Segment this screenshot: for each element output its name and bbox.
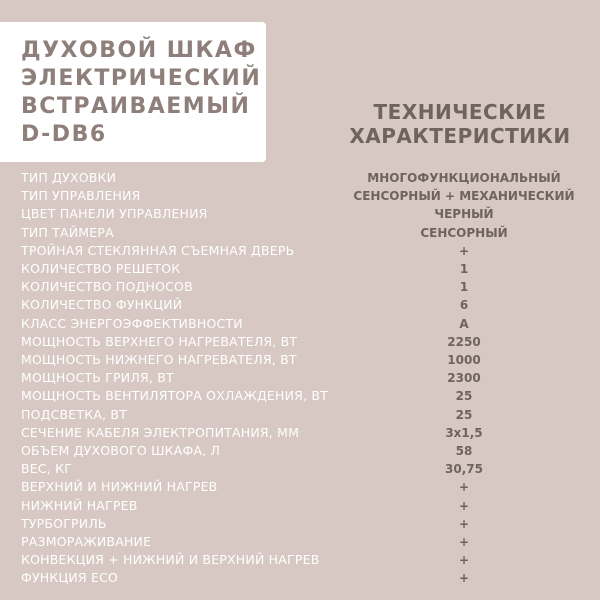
spec-row — [21, 569, 591, 587]
spec-row — [21, 515, 591, 533]
spec-label: ЦВЕТ ПАНЕЛИ УПРАВЛЕНИЯ — [21, 206, 208, 222]
spec-label: ТИП ТАЙМЕРА — [21, 224, 114, 240]
spec-label: ТУРБОГРИЛЬ — [21, 515, 107, 531]
spec-value: 6 — [459, 298, 469, 313]
spec-value: 25 — [455, 407, 473, 422]
spec-label: МОЩНОСТЬ ГРИЛЯ, ВТ — [21, 370, 174, 386]
spec-value: 1 — [459, 262, 469, 276]
spec-value: МНОГОФУНКЦИОНАЛЬНЫЙ — [367, 171, 561, 185]
spec-label: НИЖНИЙ НАГРЕВ — [21, 497, 138, 513]
spec-value: 1 — [459, 280, 469, 295]
spec-label: МОЩНОСТЬ ВЕРХНЕГО НАГРЕВАТЕЛЯ, ВТ — [21, 333, 298, 349]
spec-row — [21, 460, 591, 478]
spec-value: СЕНСОРНЫЙ — [420, 225, 508, 240]
spec-value: 3х1,5 — [445, 425, 483, 440]
section-heading-line-2: ХАРАКТЕРИСТИКИ — [349, 124, 571, 148]
spec-value: A — [459, 316, 469, 331]
spec-row — [21, 533, 591, 551]
spec-label: КОЛИЧЕСТВО РЕШЕТОК — [21, 261, 181, 276]
spec-label: МОЩНОСТЬ НИЖНЕГО НАГРЕВАТЕЛЯ, ВТ — [21, 352, 297, 367]
spec-value: 25 — [455, 389, 473, 404]
spec-value: 1000 — [447, 353, 481, 367]
spec-row — [21, 369, 591, 387]
spec-value: 2250 — [447, 334, 481, 349]
spec-row — [21, 224, 591, 242]
spec-label: ТРОЙНАЯ СТЕКЛЯННАЯ СЪЕМНАЯ ДВЕРЬ — [21, 242, 295, 258]
section-heading-line-1: ТЕХНИЧЕСКИЕ — [373, 100, 547, 124]
spec-row — [21, 278, 591, 296]
spec-row — [21, 424, 591, 442]
spec-label: КОЛИЧЕСТВО ПОДНОСОВ — [21, 279, 193, 295]
spec-label: ОБЪЕМ ДУХОВОГО ШКАФА, Л — [21, 443, 221, 458]
spec-row — [21, 242, 591, 260]
spec-value: + — [458, 553, 470, 568]
spec-row — [21, 442, 591, 460]
spec-label: ТИП ДУХОВКИ — [21, 170, 117, 185]
product-title-line-1: ДУХОВОЙ ШКАФ — [21, 38, 257, 63]
spec-label: КОЛИЧЕСТВО ФУНКЦИЙ — [21, 297, 183, 313]
spec-value: + — [458, 571, 470, 586]
spec-label: РАЗМОРАЖИВАНИЕ — [21, 534, 152, 549]
spec-value: 30,75 — [445, 462, 483, 477]
spec-row — [21, 333, 591, 351]
spec-label: ПОДСВЕТКА, ВТ — [21, 406, 128, 422]
product-title-line-3: ВСТРАИВАЕМЫЙ — [21, 94, 251, 119]
spec-row — [21, 497, 591, 515]
spec-row — [21, 551, 591, 569]
spec-label: КОНВЕКЦИЯ + НИЖНИЙ И ВЕРХНИЙ НАГРЕВ — [21, 552, 320, 568]
spec-value: + — [458, 498, 470, 513]
spec-row — [21, 315, 591, 333]
spec-label: ВЕРХНИЙ И НИЖНИЙ НАГРЕВ — [21, 479, 218, 495]
product-title-line-2: ЭЛЕКТРИЧЕСКИЙ — [21, 66, 262, 91]
spec-label: ФУНКЦИЯ ECO — [21, 570, 119, 586]
spec-row — [21, 205, 591, 223]
spec-row — [21, 296, 591, 314]
product-title-model: D-DB6 — [21, 122, 107, 147]
spec-label: КЛАСС ЭНЕРГОЭФФЕКТИВНОСТИ — [21, 315, 243, 331]
spec-row — [21, 351, 591, 369]
spec-row — [21, 478, 591, 496]
spec-row — [21, 169, 591, 187]
spec-label: ТИП УПРАВЛЕНИЯ — [21, 188, 141, 204]
spec-label: МОЩНОСТЬ ВЕНТИЛЯТОРА ОХЛАЖДЕНИЯ, ВТ — [21, 388, 328, 404]
spec-label: ВЕС, КГ — [21, 461, 73, 477]
spec-row — [21, 260, 591, 278]
spec-row — [21, 187, 591, 205]
spec-value: СЕНСОРНЫЙ + МЕХАНИЧЕСКИЙ — [353, 189, 575, 204]
spec-value: + — [458, 516, 470, 531]
spec-value: 2300 — [447, 371, 481, 386]
spec-label: СЕЧЕНИЕ КАБЕЛЯ ЭЛЕКТРОПИТАНИЯ, ММ — [21, 424, 300, 440]
spec-value: + — [458, 480, 470, 495]
spec-row — [21, 387, 591, 405]
spec-value: ЧЕРНЫЙ — [434, 207, 494, 222]
spec-value: + — [458, 243, 470, 258]
spec-value: + — [458, 535, 470, 549]
spec-value: 58 — [455, 444, 473, 458]
spec-row — [21, 406, 591, 424]
